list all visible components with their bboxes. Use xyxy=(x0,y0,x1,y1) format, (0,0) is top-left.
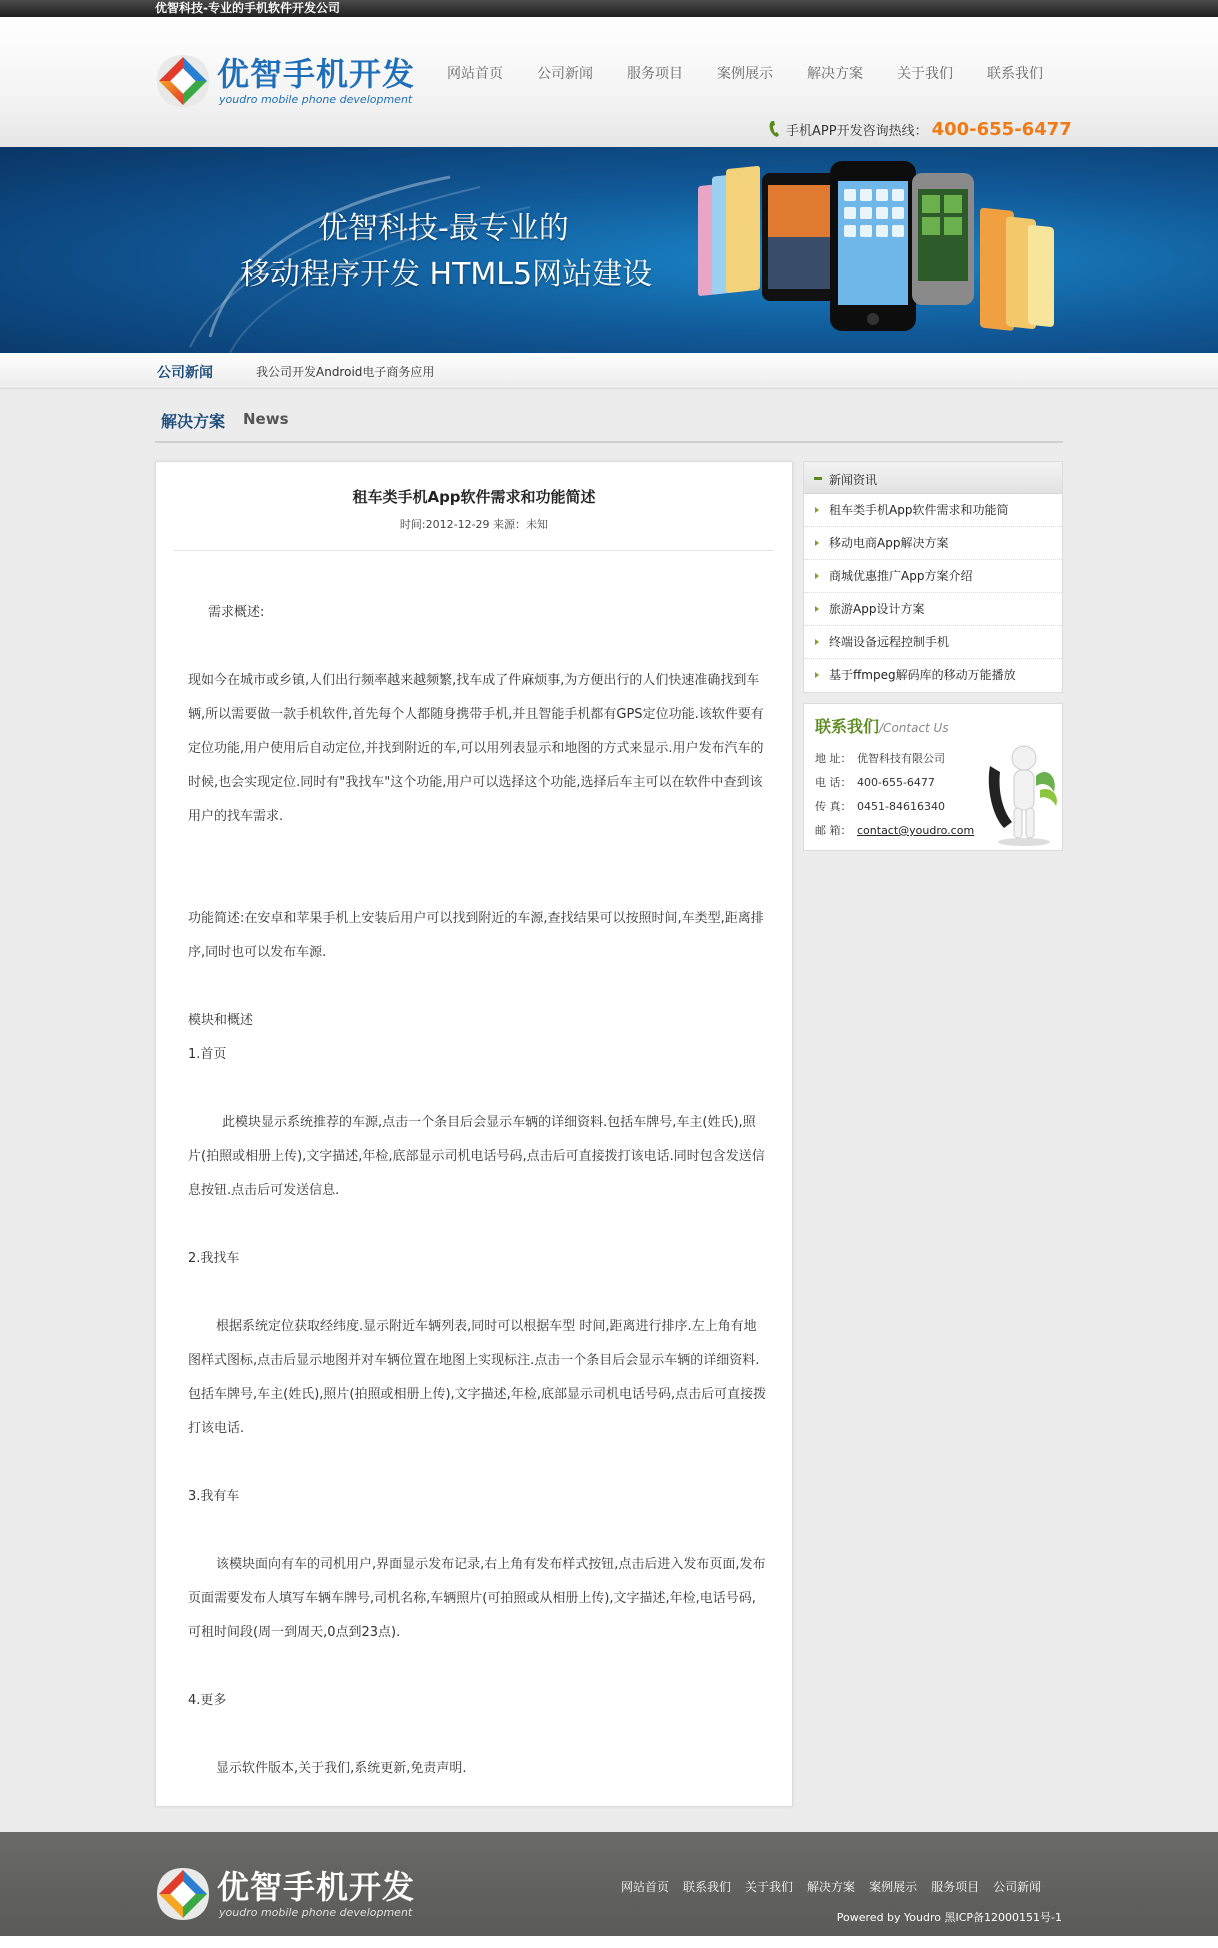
module-3-title: 3.我有车 xyxy=(188,1489,240,1504)
contact-email-link[interactable]: contact@youdro.com xyxy=(857,824,975,837)
footer-nav-contact[interactable]: 联系我们 xyxy=(683,1880,732,1894)
nav-item-news[interactable]: 公司新闻 xyxy=(537,66,593,82)
module-1-description: 此模块显示系统推荐的车源,点击一个条目后会显示车辆的详细资料.包括车牌号,车主(姓氏),照片(拍照或相册上传),文字描述,年检,底部显示司机电话号码,点击后可直接拨打该电话.同时包含发送信息按钮.点击后可发送信息. xyxy=(188,1115,765,1198)
nav-item-cases[interactable]: 案例展示 xyxy=(717,66,773,82)
footer-nav-about[interactable]: 关于我们 xyxy=(745,1880,794,1894)
phone-icon xyxy=(768,120,782,138)
top-strip-text: 优智科技-专业的手机软件开发公司 xyxy=(155,1,340,15)
logo-mark-icon xyxy=(155,1866,211,1922)
nav-item-services[interactable]: 服务项目 xyxy=(627,66,683,82)
article-title: 租车类手机App软件需求和功能简述 xyxy=(352,488,596,506)
site-logo[interactable] xyxy=(155,47,416,117)
contact-phone: 电 话： 400-655-6477 xyxy=(815,776,935,789)
module-4-description: 显示软件版本,关于我们,系统更新,免责声明. xyxy=(216,1761,467,1776)
page-bottom-edge xyxy=(0,1936,1218,1948)
contact-address: 地 址： 优智科技有限公司 xyxy=(815,752,945,765)
section-title-cn: 解决方案 xyxy=(161,412,226,431)
article-modules-heading: 模块和概述 xyxy=(188,1013,254,1028)
footer-nav-solutions[interactable]: 解决方案 xyxy=(807,1880,856,1894)
banner-subheadline: 移动程序开发 HTML5网站建设 xyxy=(240,257,653,292)
arrow-right-icon xyxy=(815,540,819,546)
module-1-title: 1.首页 xyxy=(188,1047,227,1062)
banner-headline: 优智科技-最专业的 xyxy=(318,211,569,246)
main-nav xyxy=(430,63,1060,83)
sidebar-news-panel xyxy=(803,461,1063,693)
footer-nav-services[interactable]: 服务项目 xyxy=(931,1880,980,1894)
article-need-heading: 需求概述: xyxy=(208,605,265,620)
arrow-right-icon xyxy=(815,573,819,579)
module-3-description: 该模块面向有车的司机用户,界面显示发布记录,右上角有发布样式按钮,点击后进入发布页面,发布页面需要发布人填写车辆车牌号,司机名称,车辆照片(可拍照或从相册上传),文字描述,年检,电话号码,可租时间段(周一到周天,0点到23点). xyxy=(188,1557,766,1640)
sidebar-news-item[interactable]: 旅游App设计方案 xyxy=(804,593,1062,626)
contact-fax: 传 真： 0451-84616340 xyxy=(815,800,945,813)
sidebar-news-item[interactable]: 基于ffmpeg解码库的移动万能播放 xyxy=(804,659,1062,692)
section-header xyxy=(155,405,1063,443)
logo-subtitle: youdro mobile phone development xyxy=(219,93,413,106)
ticker-title: 公司新闻 xyxy=(157,365,213,381)
footer-copyright: Powered by Youdro 黑ICP备12000151号-1 xyxy=(836,1911,1062,1924)
arrow-right-icon xyxy=(815,672,819,678)
sidebar-news-header xyxy=(804,462,1062,494)
article-divider xyxy=(174,550,774,551)
article-meta: 时间:2012-12-29 来源：未知 xyxy=(399,518,549,531)
contact-email: 邮 箱： contact@youdro.com xyxy=(815,824,975,837)
nav-item-about[interactable]: 关于我们 xyxy=(897,66,953,82)
sidebar-news-item[interactable]: 租车类手机App软件需求和功能简 xyxy=(804,494,1062,527)
arrow-right-icon xyxy=(815,507,819,513)
module-2-title: 2.我找车 xyxy=(188,1251,240,1266)
footer-nav xyxy=(614,1878,1048,1895)
nav-item-solutions[interactable]: 解决方案 xyxy=(807,66,863,82)
footer-nav-home[interactable]: 网站首页 xyxy=(621,1880,670,1894)
footer-nav-news[interactable]: 公司新闻 xyxy=(993,1880,1042,1894)
minus-icon xyxy=(814,477,822,480)
sidebar-news-item[interactable]: 终端设备远程控制手机 xyxy=(804,626,1062,659)
ticker-item-link[interactable]: 我公司开发Android电子商务应用 xyxy=(256,365,435,379)
module-4-title: 4.更多 xyxy=(188,1693,227,1708)
phone-mascot-illustration xyxy=(984,736,1062,848)
sidebar-news-title: 新闻资讯 xyxy=(829,473,878,487)
article-need-paragraph: 现如今在城市或乡镇,人们出行频率越来越频繁,找车成了件麻烦事,为方便出行的人们快速准确找到车辆,所以需要做一款手机软件,首先每个人都随身携带手机,并且智能手机都有GPS定位功能.该软件要有定位功能,用户使用后自动定位,并找到附近的车,可以用列表显示和地图的方式来显示.用户发布汽车的时候,也会实现定位.同时有"我找车"这个功能,用户可以选择这个功能,选择后车主可以在软件中查到该用户的找车需求. xyxy=(188,673,764,824)
news-ticker xyxy=(0,353,1218,389)
hotline-number: 400-655-6477 xyxy=(931,118,1072,140)
sidebar-news-item[interactable]: 商城优惠推广App方案介绍 xyxy=(804,560,1062,593)
sidebar-news-list xyxy=(804,494,1062,692)
article-panel xyxy=(155,461,793,1807)
arrow-right-icon xyxy=(815,606,819,612)
hotline xyxy=(768,117,1072,141)
contact-title: 联系我们/Contact Us xyxy=(815,717,949,736)
hero-banner xyxy=(0,147,1218,353)
article-body xyxy=(188,596,768,1786)
top-strip xyxy=(0,0,1218,17)
nav-item-home[interactable]: 网站首页 xyxy=(447,66,503,82)
hotline-label: 手机APP开发咨询热线： xyxy=(786,123,928,139)
header xyxy=(0,17,1218,147)
sidebar-contact-panel xyxy=(803,703,1063,851)
nav-item-contact[interactable]: 联系我们 xyxy=(987,66,1043,82)
logo-title: 优智手机开发 xyxy=(217,55,416,93)
section-title-en: News xyxy=(243,410,289,428)
footer-nav-cases[interactable]: 案例展示 xyxy=(869,1880,918,1894)
phones-illustration xyxy=(690,147,1070,353)
sidebar-news-item[interactable]: 移动电商App解决方案 xyxy=(804,527,1062,560)
footer xyxy=(0,1832,1218,1936)
module-2-description: 根据系统定位获取经纬度.显示附近车辆列表,同时可以根据车型 时间,距离进行排序.左上角有地图样式图标,点击后显示地图并对车辆位置在地图上实现标注.点击一个条目后会显示车辆的详细资料.包括车牌号,车主(姓氏),照片(拍照或相册上传),文字描述,年检,底部显示司机电话号码,点击后可直接拨打该电话. xyxy=(188,1319,767,1436)
footer-logo[interactable] xyxy=(155,1860,416,1930)
article-function-paragraph: 功能简述:在安卓和苹果手机上安装后用户可以找到附近的车源,查找结果可以按照时间,车类型,距离排序,同时也可以发布车源. xyxy=(188,911,764,960)
footer-logo-title: 优智手机开发 xyxy=(217,1868,416,1906)
footer-logo-subtitle: youdro mobile phone development xyxy=(219,1906,413,1919)
arrow-right-icon xyxy=(815,639,819,645)
logo-mark-icon xyxy=(155,53,211,109)
